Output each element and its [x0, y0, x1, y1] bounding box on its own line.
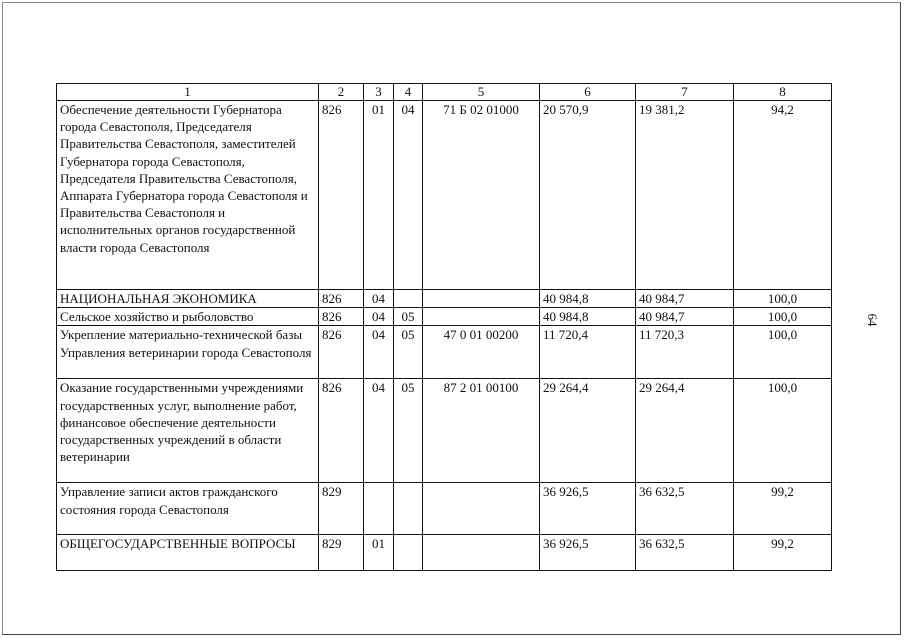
- row-col-2: 826: [319, 308, 364, 326]
- row-col-6: 36 926,5: [540, 483, 636, 535]
- row-col-8: 100,0: [734, 326, 832, 379]
- row-col-8: 99,2: [734, 483, 832, 535]
- table-row: [57, 535, 832, 571]
- row-col-7: 11 720,3: [636, 326, 734, 379]
- table-row: [57, 379, 832, 483]
- row-col-5: [423, 535, 540, 571]
- row-col-2: 826: [319, 290, 364, 308]
- budget-table: [56, 83, 832, 571]
- row-name: Сельское хозяйство и рыболовство: [57, 308, 319, 326]
- header-cell: 5: [423, 84, 540, 101]
- row-col-5: 87 2 01 00100: [423, 379, 540, 483]
- row-col-4: [394, 290, 423, 308]
- row-name: Управление записи актов гражданского состояния города Севастополя: [57, 483, 319, 535]
- row-col-7: 19 381,2: [636, 101, 734, 290]
- row-name: Обеспечение деятельности Губернатора города Севастополя, Председателя Правительства Севастополя, заместителей Губернатора города Севастополя, Председателя Правительства Севастополя, Аппарата Губернатора города Севастополя и Правительства Севастополя и исполнительных органов государственной власти города Севастополя: [57, 101, 319, 290]
- row-col-8: 99,2: [734, 535, 832, 571]
- table-row: [57, 101, 832, 290]
- row-name: НАЦИОНАЛЬНАЯ ЭКОНОМИКА: [57, 290, 319, 308]
- row-col-4: [394, 483, 423, 535]
- table-header-row: [57, 84, 832, 101]
- row-col-7: 36 632,5: [636, 483, 734, 535]
- row-col-8: 94,2: [734, 101, 832, 290]
- row-col-5: 47 0 01 00200: [423, 326, 540, 379]
- row-col-5: [423, 290, 540, 308]
- row-col-6: 11 720,4: [540, 326, 636, 379]
- row-col-2: 829: [319, 535, 364, 571]
- table-row: [57, 326, 832, 379]
- header-cell: 8: [734, 84, 832, 101]
- row-col-3: 01: [364, 101, 394, 290]
- table-row: [57, 290, 832, 308]
- row-col-4: [394, 535, 423, 571]
- row-name: Оказание государственными учреждениями государственных услуг, выполнение работ, финансовое обеспечение деятельности государственных учреждений в области ветеринарии: [57, 379, 319, 483]
- header-cell: 6: [540, 84, 636, 101]
- header-cell: 7: [636, 84, 734, 101]
- header-cell: 2: [319, 84, 364, 101]
- row-col-5: [423, 308, 540, 326]
- row-name: Укрепление материально-технической базы Управления ветеринарии города Севастополя: [57, 326, 319, 379]
- row-col-2: 826: [319, 379, 364, 483]
- row-col-8: 100,0: [734, 290, 832, 308]
- row-col-7: 29 264,4: [636, 379, 734, 483]
- row-col-2: 829: [319, 483, 364, 535]
- row-col-3: 04: [364, 308, 394, 326]
- row-col-7: 36 632,5: [636, 535, 734, 571]
- header-cell: 4: [394, 84, 423, 101]
- row-col-6: 29 264,4: [540, 379, 636, 483]
- row-col-3: 04: [364, 290, 394, 308]
- row-col-5: 71 Б 02 01000: [423, 101, 540, 290]
- row-col-3: 01: [364, 535, 394, 571]
- row-col-3: [364, 483, 394, 535]
- row-col-4: 05: [394, 326, 423, 379]
- table-row: [57, 483, 832, 535]
- row-col-2: 826: [319, 101, 364, 290]
- row-col-4: 04: [394, 101, 423, 290]
- row-col-6: 40 984,8: [540, 290, 636, 308]
- row-col-6: 36 926,5: [540, 535, 636, 571]
- row-col-8: 100,0: [734, 379, 832, 483]
- row-col-6: 40 984,8: [540, 308, 636, 326]
- row-col-2: 826: [319, 326, 364, 379]
- row-col-4: 05: [394, 308, 423, 326]
- row-col-3: 04: [364, 379, 394, 483]
- row-col-6: 20 570,9: [540, 101, 636, 290]
- header-cell: 1: [57, 84, 319, 101]
- row-col-8: 100,0: [734, 308, 832, 326]
- row-name: ОБЩЕГОСУДАРСТВЕННЫЕ ВОПРОСЫ: [57, 535, 319, 571]
- row-col-3: 04: [364, 326, 394, 379]
- row-col-4: 05: [394, 379, 423, 483]
- row-col-7: 40 984,7: [636, 308, 734, 326]
- row-col-5: [423, 483, 540, 535]
- header-cell: 3: [364, 84, 394, 101]
- row-col-7: 40 984,7: [636, 290, 734, 308]
- page-number: 64: [865, 313, 880, 327]
- table-row: [57, 308, 832, 326]
